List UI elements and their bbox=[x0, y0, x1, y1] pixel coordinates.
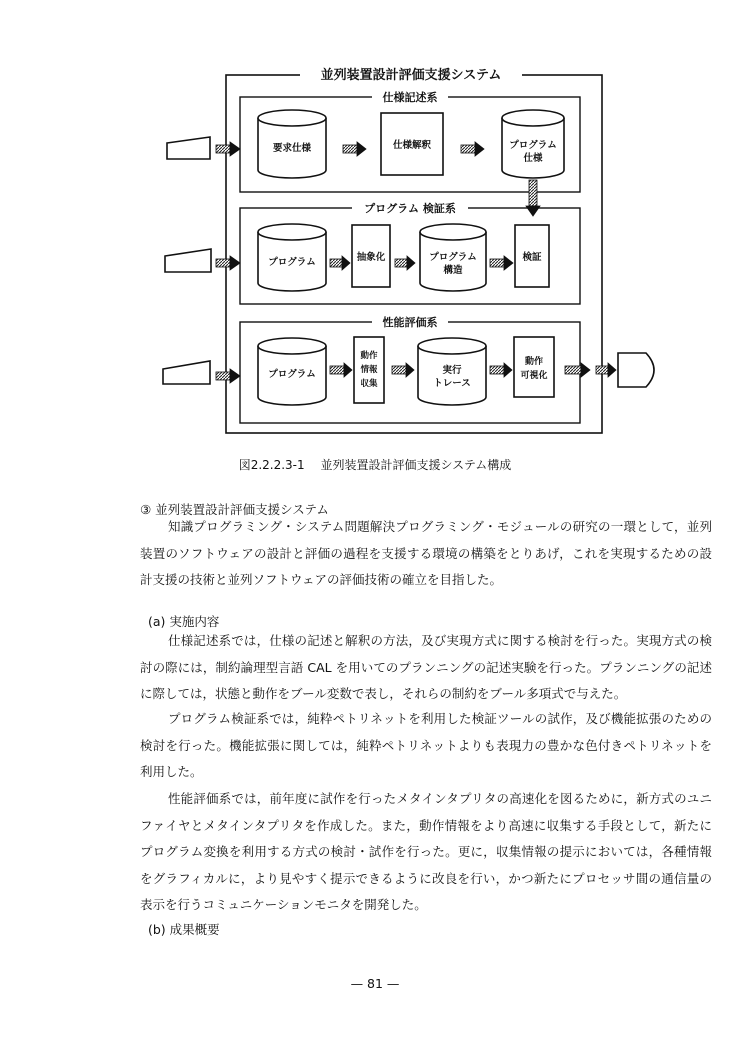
paragraph-spec: 仕様記述系では，仕様の記述と解釈の方法，及び実現方式に関する検討を行った。実現方式の検討の際には，制約論理型言語 CAL を用いてのプランニングの記述実験を行った。プランニングの記述に際しては，状態と動作をブール変数で表し，それらの制約をブール多項式で与えた。 bbox=[140, 633, 712, 701]
cylinder-program-spec bbox=[502, 110, 564, 178]
svg-text:情報: 情報 bbox=[360, 365, 378, 375]
svg-text:プログラム: プログラム bbox=[429, 252, 477, 263]
input-terminal-3 bbox=[163, 361, 210, 384]
input-terminal-2 bbox=[165, 249, 211, 272]
section-perf-title: 性能評価系 bbox=[382, 316, 438, 329]
figure-caption bbox=[0, 456, 750, 473]
input-terminal-1 bbox=[167, 137, 210, 159]
figure-number: 図2.2.2.3-1 bbox=[238, 458, 305, 472]
svg-text:構造: 構造 bbox=[443, 265, 463, 276]
page-number: — 81 — bbox=[350, 976, 400, 991]
cylinder-program-structure bbox=[420, 224, 486, 291]
cylinder-requirement-spec bbox=[258, 110, 326, 178]
svg-text:トレース: トレース bbox=[433, 378, 471, 389]
intro-paragraph: 知識プログラミング・システム問題解決プログラミング・モジュールの研究の一環として，並列装置のソフトウェアの設計と評価の過程を支援する環境の構築をとりあげ，これを実現するための設計支援の技術と並列ソフトウェアの評価技術の確立を目指した。 bbox=[140, 519, 712, 587]
output-terminal bbox=[618, 353, 654, 387]
system-diagram bbox=[0, 0, 750, 470]
figure-caption-text: 並列装置設計評価支援システム構成 bbox=[320, 458, 512, 472]
svg-text:プログラム: プログラム bbox=[268, 369, 316, 380]
section-heading: ③ 並列装置設計評価支援システム bbox=[140, 502, 329, 517]
svg-text:要求仕様: 要求仕様 bbox=[272, 143, 312, 154]
box-abstraction bbox=[352, 225, 390, 287]
svg-text:抽象化: 抽象化 bbox=[356, 252, 386, 263]
svg-text:仕様解釈: 仕様解釈 bbox=[392, 140, 432, 151]
section-spec-title: 仕様記述系 bbox=[382, 91, 438, 104]
svg-text:実行: 実行 bbox=[442, 365, 462, 376]
svg-text:仕様: 仕様 bbox=[523, 153, 543, 164]
svg-text:可視化: 可視化 bbox=[520, 371, 548, 381]
svg-text:検証: 検証 bbox=[522, 252, 542, 263]
box-behavior-info-collection bbox=[354, 337, 384, 403]
paragraph-perf: 性能評価系では，前年度に試作を行ったメタインタプリタの高速化を図るために，新方式のユニファイヤとメタインタプリタを作成した。また，動作情報をより高速に収集する手段として，新たにプログラム変換を利用する方式の検討・試作を行った。更に，収集情報の提示においては，各種情報をグラフィカルに，より見やすく提示できるように改良を行い，かつ新たにプロセッサ間の通信量の表示を行うコミュニケーションモニタを開発した。 bbox=[140, 791, 712, 912]
box-spec-interpretation bbox=[381, 113, 443, 175]
svg-text:プログラム: プログラム bbox=[509, 140, 557, 151]
svg-text:プログラム: プログラム bbox=[268, 257, 316, 268]
subheading-a: (a) 実施内容 bbox=[148, 614, 220, 629]
section-verify-title: プログラム 検証系 bbox=[364, 202, 456, 215]
svg-text:動作: 動作 bbox=[524, 357, 544, 367]
box-behavior-visualization bbox=[514, 337, 554, 397]
subheading-b: (b) 成果概要 bbox=[148, 922, 220, 937]
svg-text:動作: 動作 bbox=[360, 351, 378, 361]
cylinder-program-2 bbox=[258, 224, 326, 291]
paragraph-verify: プログラム検証系では，純粋ペトリネットを利用した検証ツールの試作，及び機能拡張のための検討を行った。機能拡張に関しては，純粋ペトリネットよりも表現力の豊かな色付きペトリネットを利用した。 bbox=[140, 711, 712, 779]
box-verification bbox=[515, 225, 549, 287]
svg-text:収集: 収集 bbox=[360, 379, 378, 389]
cylinder-execution-trace bbox=[418, 338, 486, 405]
cylinder-program-3 bbox=[258, 338, 326, 405]
outer-title: 並列装置設計評価支援システム bbox=[320, 68, 502, 83]
